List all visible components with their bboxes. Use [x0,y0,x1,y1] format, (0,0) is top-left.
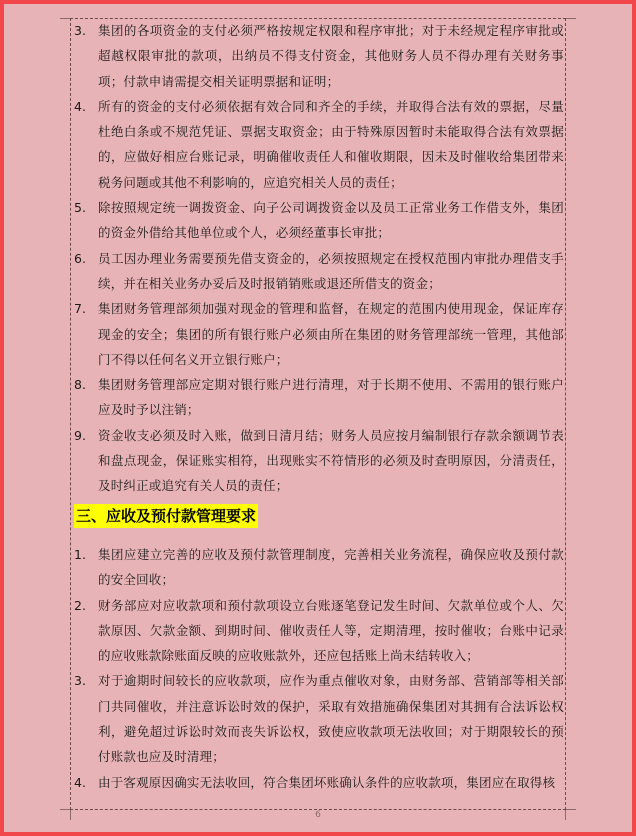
page-number: 6 [315,810,321,820]
list-item [74,296,564,372]
list-item [74,94,564,195]
numbered-list-b [74,542,564,795]
list-item-number: 4. [74,98,86,114]
list-item [74,18,564,94]
list-item-number: 7. [74,301,86,317]
list-item-text: 集团的各项资金的支付必须严格按规定权限和程序审批；对于未经规定程序审批或超越权限审批的款项，出纳员不得支付资金，其他财务人员不得办理有关财务事项；付款申请需提交相关证明票据和证明； [98,23,564,89]
list-item-text: 对于逾期时间较长的应收款项，应作为重点催收对象，由财务部、营销部等相关部门共同催收，并注意诉讼时效的保护，采取有效措施确保集团对其拥有合法诉讼权利，避免超过诉讼时效而丧失诉讼权，致使应收款项无法收回；对于期限较长的预付账款也应及时清理； [98,673,564,765]
list-item-text: 集团财务管理部须加强对现金的管理和监督，在规定的范围内使用现金，保证库存现金的安全；集团的所有银行账户必须由所在集团的财务管理部统一管理，其他部门不得以任何名义开立银行账户； [98,301,564,367]
crop-mark [566,18,576,19]
list-item-number: 1. [74,547,86,562]
list-item-number: 5. [74,200,86,216]
list-item-text: 员工因办理业务需要预先借支资金的，必须按照规定在授权范围内审批办理借支手续，并在相关业务办妥后及时报销销账或退还所借支的资金； [98,250,564,291]
list-item [74,593,564,669]
section-heading: 三、应收及预付款管理要求 [74,504,258,528]
list-item-number: 4. [74,774,86,790]
list-item-text: 资金收支必须及时入账，做到日清月结；财务人员应按月编制银行存款余额调节表和盘点现金，保证账实相符，出现账实不符情形的必须及时查明原因，分清责任，及时纠正或追究有关人员的责任； [98,427,564,494]
list-item-number: 3. [74,23,86,38]
list-item-text: 除按照规定统一调拨资金、向子公司调拨资金以及员工正常业务工作借支外，集团的资金外借给其他单位或个人，必须经董事长审批； [98,200,564,241]
document-page [4,4,632,832]
list-item [74,423,564,499]
crop-mark [60,18,70,19]
list-item-number: 8. [74,377,86,393]
list-item-text: 集团财务管理部应定期对银行账户进行清理，对于长期不使用、不需用的银行账户应及时予以注销； [98,377,564,418]
list-item-text: 集团应建立完善的应收及预付款管理制度，完善相关业务流程，确保应收及预付款的安全回收； [98,547,564,588]
list-item [74,668,564,769]
list-item [74,246,564,297]
list-item [74,195,564,246]
list-item [74,770,564,795]
list-item-number: 9. [74,427,86,443]
list-item-number: 2. [74,597,86,613]
list-item [74,372,564,423]
list-item-text: 财务部应对应收款项和预付款项设立台账逐笔登记发生时间、欠款单位或个人、欠款原因、欠款金额、到期时间、催收责任人等，定期清理，按时催收；台账中记录的应收账款除账面反映的应收账款外，还应包括账上尚未结转收入； [98,597,564,664]
list-item-number: 3. [74,673,86,689]
list-item-text: 所有的资金的支付必须依据有效合同和齐全的手续，并取得合法有效的票据，尽量杜绝白条或不规范凭证、票据支取资金；由于特殊原因暂时未能取得合法有效票据的，应做好相应台账记录，明确催收责任人和催收期限，因未及时催收给集团带来税务问题或其他不利影响的，应追究相关人员的责任； [98,98,564,190]
list-item-number: 6. [74,250,86,266]
numbered-list-a [74,18,564,499]
list-item [74,542,564,593]
list-item-text: 由于客观原因确实无法收回，符合集团坏账确认条件的应收款项，集团应在取得核 [98,774,556,790]
